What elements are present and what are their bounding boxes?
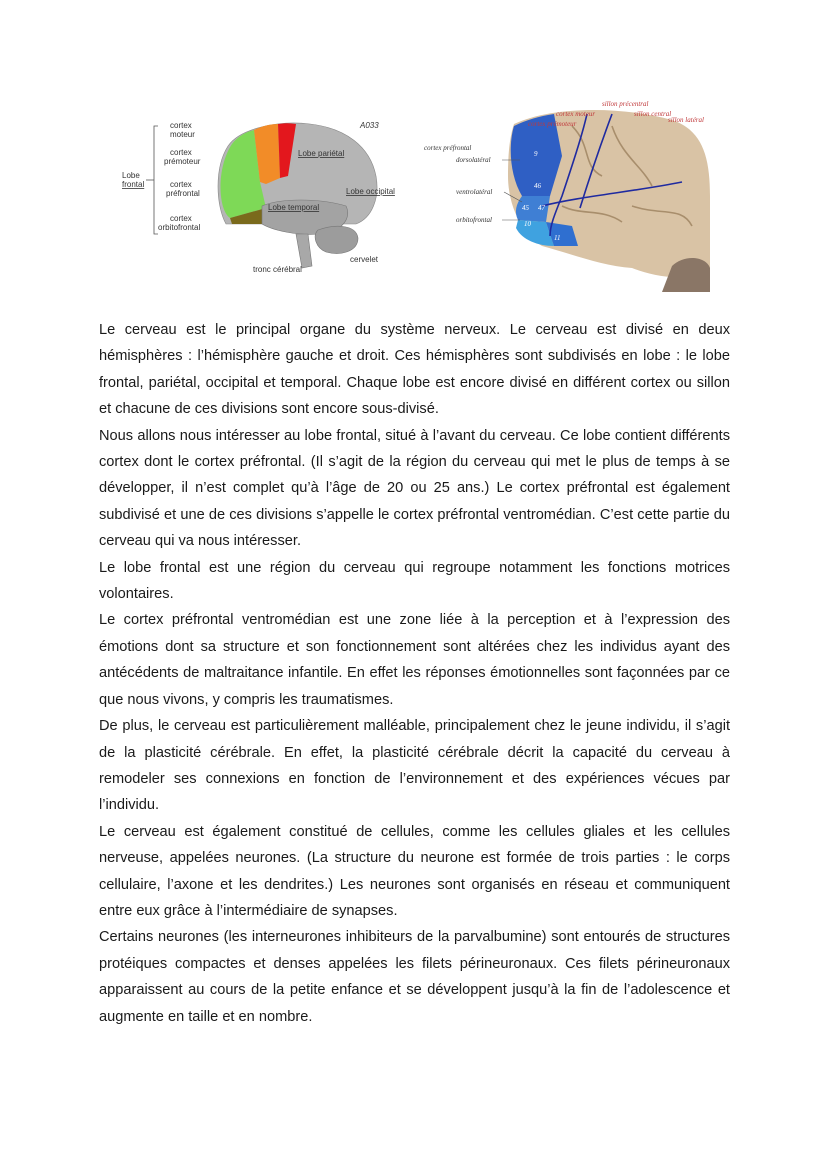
label-orbitofrontal: orbitofrontal bbox=[456, 216, 492, 224]
label-sillon-central: sillon central bbox=[634, 110, 672, 118]
area-9: 9 bbox=[534, 150, 538, 158]
label-tronc-cerebral: tronc cérébral bbox=[253, 265, 302, 274]
cerebellum bbox=[315, 226, 358, 253]
label-cortex-prefrontal-2: préfrontal bbox=[166, 189, 200, 198]
label-cortex-prefrontal-1: cortex bbox=[170, 180, 192, 189]
prefrontal-cortex-diagram bbox=[422, 96, 710, 292]
label-cortex-premoteur-1: cortex bbox=[170, 148, 192, 157]
paragraph-3: Le lobe frontal est une région du cerveau qui regroupe notamment les fonctions motrices volontaires. bbox=[99, 559, 730, 603]
label-cortex-moteur-1: cortex bbox=[170, 121, 192, 130]
paragraph-6: Le cerveau est également constitué de cellules, comme les cellules gliales et les cellules nerveuse, appelées neurones. (La structure du neurone est formée de trois parties : le corps cellulaire, l’axone et les dendrites.) Les neurones sont organisés en réseau et communiquent entre eux grâce à l’intermédiaire de synapses. bbox=[99, 823, 730, 919]
label-cortex-orbito-2: orbitofrontal bbox=[158, 223, 201, 232]
paragraph-1: Le cerveau est le principal organe du système nerveux. Le cerveau est divisé en deux hémisphères : l’hémisphère gauche et droit. Ces hémisphères sont subdivisés en lobe : le lobe frontal, pariétal, occipital et temporal. Chaque lobe est encore divisé en différent cortex ou sillon et chacune de ces divisions sont encore sous-divisé. bbox=[99, 322, 730, 418]
area-10: 10 bbox=[524, 220, 531, 228]
label-dorsolateral: dorsolatéral bbox=[456, 156, 491, 164]
lobe-frontal-label-2: frontal bbox=[122, 180, 145, 189]
label-cortex-prefrontal: cortex préfrontal bbox=[424, 144, 472, 152]
area-46: 46 bbox=[534, 182, 541, 190]
label-lobe-parietal: Lobe pariétal bbox=[298, 149, 345, 158]
area-11: 11 bbox=[554, 234, 561, 242]
label-cortex-premoteur-2: prémoteur bbox=[164, 157, 201, 166]
label-cortex-moteur: cortex moteur bbox=[556, 110, 596, 118]
label-cortex-moteur-2: moteur bbox=[170, 130, 195, 139]
label-cervelet: cervelet bbox=[350, 255, 379, 264]
label-lobe-occipital: Lobe occipital bbox=[346, 187, 395, 196]
area-45: 45 bbox=[522, 204, 529, 212]
label-sillon-precentral: sillon précentral bbox=[602, 100, 649, 108]
lobe-frontal-label-1: Lobe bbox=[122, 171, 140, 180]
brain-lobes-diagram bbox=[120, 106, 400, 292]
label-sillon-lateral: sillon latéral bbox=[668, 116, 704, 124]
label-lobe-temporal: Lobe temporal bbox=[268, 203, 320, 212]
paragraph-5: De plus, le cerveau est particulièrement malléable, principalement chez le jeune individu, il s’agit de la plasticité cérébrale. En effet, la plasticité cérébrale décrit la capacité du cerveau à remodeler ses connexions en fonction de l’environnement et des expériences vécues par l’individu. bbox=[99, 718, 730, 814]
figure-code: A033 bbox=[360, 121, 379, 130]
body-text bbox=[99, 317, 730, 1030]
figure-row bbox=[120, 96, 710, 292]
label-cortex-premoteur: cortex prémoteur bbox=[528, 120, 577, 128]
paragraph-2: Nous allons nous intéresser au lobe frontal, situé à l’avant du cerveau. Ce lobe contient différents cortex dont le cortex préfrontal. (Il s’agit de la région du cerveau qui met le plus de temps à se développer, il n’est complet qu’à l’âge de 20 ou 25 ans.) Le cortex préfrontal est également subdivisé et une de ces divisions s’appelle le cortex préfrontal ventromédian. C’est cette partie du cerveau qui va nous intéresser. bbox=[99, 427, 730, 550]
label-cortex-orbito-1: cortex bbox=[170, 214, 192, 223]
label-ventrolateral: ventrolatéral bbox=[456, 188, 493, 196]
area-47: 47 bbox=[538, 204, 545, 212]
paragraph-7: Certains neurones (les interneurones inhibiteurs de la parvalbumine) sont entourés de structures protéiques compactes et denses appelées les filets périneuronaux. Ces filets périneuronaux apparaissent au cours de la petite enfance et se développent jusqu’à la fin de l’adolescence et augmente en taille et en nombre. bbox=[99, 929, 730, 1025]
paragraph-4: Le cortex préfrontal ventromédian est une zone liée à la perception et à l’expression des émotions dont sa structure et son fonctionnement sont altérées chez les individus ayant des antécédents de maltraitance infantile. En effet les réponses émotionnelles sont façonnées par ce que nous vivons, y compris les traumatismes. bbox=[99, 612, 730, 708]
